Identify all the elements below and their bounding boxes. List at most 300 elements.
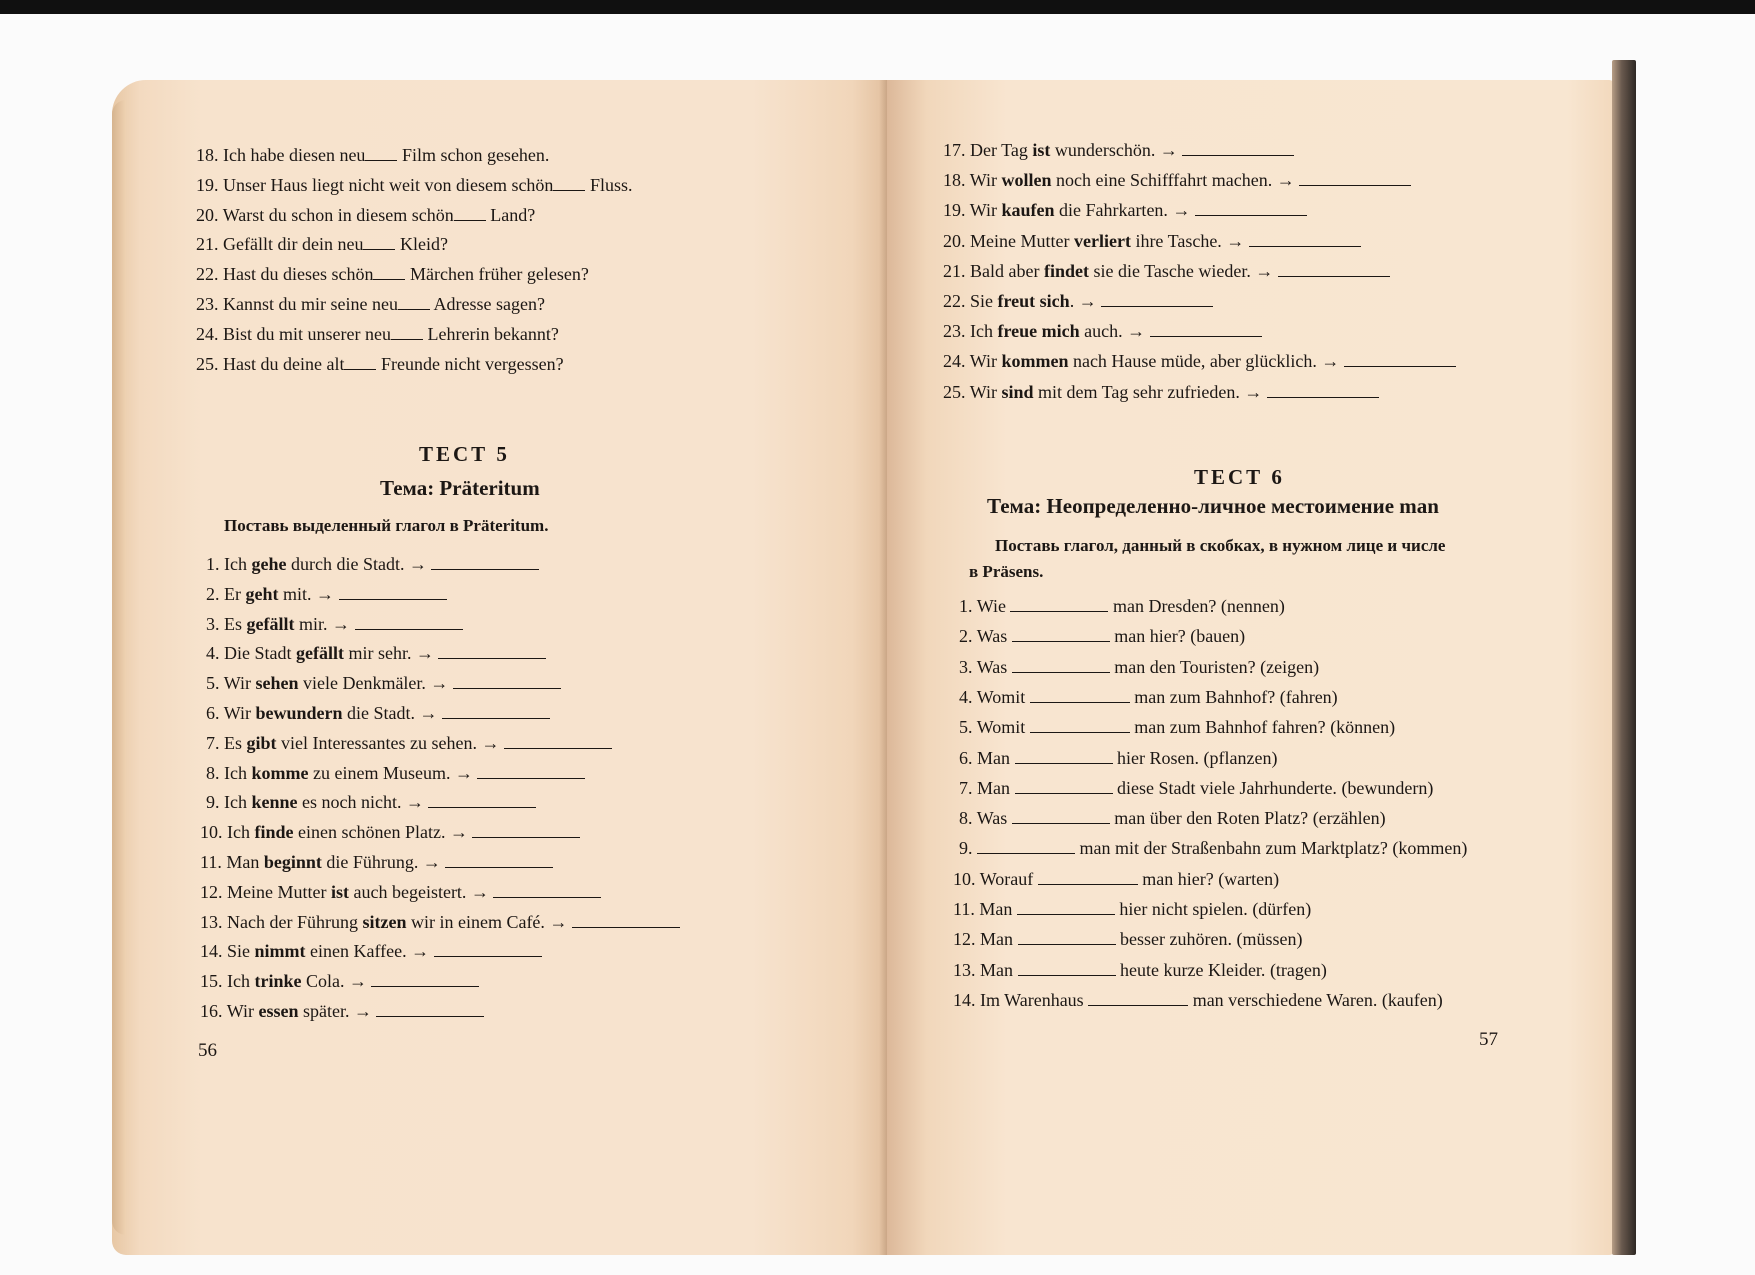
highlighted-verb: nimmt [254,941,306,962]
arrow: → [348,971,367,992]
verb-hint: (kaufen) [1381,989,1443,1010]
item-text: Fluss. [589,174,633,195]
exercise-line [206,642,546,664]
item-number: 14. [200,941,223,962]
answer-blank [376,1000,484,1017]
item-text: Unser Haus liegt nicht weit von diesem schön [223,174,554,195]
item-text: durch die Stadt. [286,554,405,574]
item-text: nach Hause müde, aber glücklich. [1068,351,1317,372]
answer-blank [1012,807,1110,824]
item-number: 20. [943,230,966,251]
item-text: man zum Bahnhof? [1134,686,1276,707]
arrow: → [332,613,350,634]
arrow: → [419,703,438,723]
item-number: 13. [953,959,976,980]
arrow: → [411,941,430,962]
item-number: 8. [959,808,973,829]
answer-blank [977,837,1075,854]
item-text: Was [976,626,1008,647]
answer-blank [339,583,447,600]
item-text: Ich [227,822,255,843]
answer-blank [1030,686,1130,703]
item-text: Wir [969,200,1002,221]
item-number: 24. [943,351,966,372]
test5-title: ТЕСТ 5 [419,442,510,466]
item-text: die Führung. [321,852,419,872]
answer-blank [1015,747,1113,764]
exercise-line [943,381,1379,403]
item-number: 19. [943,200,966,221]
verb-hint: (tragen) [1269,959,1327,980]
verb-hint: (pflanzen) [1203,747,1278,768]
item-text: hier Rosen. [1117,747,1199,768]
verb-hint: (fahren) [1279,686,1338,707]
item-number: 19. [196,174,219,195]
item-text: Im Warenhaus [980,989,1084,1010]
item-text: noch eine Schifffahrt machen. [1051,170,1273,191]
item-number: 18. [943,170,966,191]
exercise-line [943,260,1390,282]
item-text: mir sehr. [343,643,412,664]
arrow: → [1127,321,1146,342]
item-number: 10. [200,822,223,843]
item-text: man über den Roten Platz? [1114,808,1309,829]
item-text: auch begeistert. [348,881,467,902]
exercise-line [200,1000,484,1022]
highlighted-verb: trinke [254,971,302,992]
item-number: 22. [943,291,966,311]
item-text: man Dresden? [1112,596,1217,616]
item-text: viel Interessantes zu sehen. [276,732,477,753]
item-number: 1. [206,554,220,574]
item-text: man verschiedene Waren. [1192,989,1378,1010]
answer-blank [1030,716,1130,733]
arrow: → [1078,291,1097,311]
item-text: Worauf [979,868,1034,889]
exercise-line [206,791,536,813]
item-text: Bald aber [970,260,1044,281]
answer-blank [438,642,546,659]
answer-blank [1249,230,1361,247]
item-text: Was [976,656,1008,677]
arrow: → [449,822,468,843]
item-text: hier nicht spielen. [1119,899,1248,919]
right-page [887,80,1615,1255]
highlighted-verb: ist [330,881,349,902]
item-text: man mit der Straßenbahn zum Marktplatz? [1079,838,1388,859]
item-text: einen schönen Platz. [293,822,446,843]
verb-hint: (dürfen) [1252,899,1312,919]
item-number: 9. [959,838,973,859]
arrow: → [1244,381,1263,402]
verb-hint: (kommen) [1392,838,1468,859]
verb-hint: (können) [1330,717,1396,738]
exercise-line [943,350,1456,372]
answer-blank [365,144,397,161]
answer-blank [445,851,553,868]
item-number: 13. [200,911,223,932]
item-text: Wir [223,703,256,723]
answer-blank [1018,959,1116,976]
highlighted-verb: kaufen [1001,200,1055,221]
item-text: Man [979,899,1013,919]
exercise-line [200,970,479,992]
item-text: . [1069,291,1075,311]
item-text: Gefällt dir dein neu [223,234,364,255]
answer-blank [373,263,405,280]
item-text: Bist du mit unserer neu [223,323,391,344]
answer-blank [428,791,536,808]
item-text: Sie [970,291,998,311]
highlighted-verb: freue mich [997,321,1080,342]
exercise-line [200,881,601,903]
verb-hint: (bauen) [1190,626,1246,647]
arrow: → [454,762,473,783]
highlighted-verb: wollen [1001,170,1052,191]
arrow: → [316,583,335,604]
arrow: → [470,881,489,902]
item-text: wunderschön. [1050,140,1156,160]
item-text: Kleid? [399,234,448,255]
item-text: Ich [224,762,252,783]
item-text: Man [977,747,1010,768]
exercise-line [206,613,463,635]
item-number: 17. [943,140,966,160]
item-number: 14. [953,989,976,1010]
item-text: viele Denkmäler. [298,673,426,694]
highlighted-verb: gehe [251,554,287,574]
exercise-line [943,199,1307,221]
item-number: 18. [196,145,219,165]
item-number: 23. [943,321,966,342]
item-text: die Fahrkarten. [1054,200,1168,221]
item-text: Lehrerin bekannt? [427,323,559,344]
item-number: 1. [959,596,973,616]
exercise-line [200,940,542,962]
exercise-line [196,144,549,166]
answer-blank [553,174,585,191]
answer-blank [1150,320,1262,337]
exercise-line [959,656,1319,678]
exercise-line [953,898,1311,920]
exercise-line [196,174,632,196]
item-text: Man [977,777,1010,798]
highlighted-verb: findet [1043,260,1089,281]
verb-hint: (warten) [1218,868,1280,889]
verb-hint: (nennen) [1220,596,1285,616]
exercise-line [943,320,1262,342]
answer-blank [1012,625,1110,642]
answer-blank [1012,656,1110,673]
arrow: → [1276,170,1295,191]
item-text: Land? [490,204,536,225]
test5-topic: Тема: Präteritum [380,476,540,500]
item-text: einen Kaffee. [305,941,407,962]
item-text: auch. [1079,321,1123,342]
exercise-line [959,686,1338,708]
arrow: → [415,643,434,664]
left-page-edge [112,100,126,1235]
highlighted-verb: geht [245,583,279,604]
exercise-line [200,851,553,873]
item-text: Film schon gesehen. [401,145,550,165]
answer-blank [493,881,601,898]
answer-blank [371,970,479,987]
item-text: Es [224,732,247,753]
item-number: 10. [953,868,976,889]
highlighted-verb: gefällt [246,613,295,634]
item-number: 4. [959,686,973,707]
answer-blank [572,911,680,928]
item-text: Märchen früher gelesen? [409,264,589,285]
arrow: → [353,1001,372,1021]
item-text: Kannst du mir seine neu [223,294,398,314]
item-number: 25. [196,353,219,374]
exercise-line [959,837,1467,859]
exercise-line [206,553,539,575]
answer-blank [434,940,542,957]
item-text: Adresse sagen? [433,294,545,314]
answer-blank [398,293,430,310]
exercise-line [953,959,1327,981]
answer-blank [363,233,395,250]
answer-blank [472,821,580,838]
item-number: 8. [206,762,220,783]
item-text: die Stadt. [342,703,415,723]
arrow: → [1255,260,1274,281]
answer-blank [453,672,561,689]
item-number: 3. [959,656,973,677]
item-number: 16. [200,1001,223,1021]
highlighted-verb: sind [1001,381,1034,402]
item-text: Nach der Führung [227,911,363,932]
item-number: 23. [196,294,219,314]
item-number: 20. [196,204,219,225]
exercise-line [200,911,680,933]
verb-hint: (müssen) [1236,929,1303,950]
item-text: Wir [969,351,1002,372]
answer-blank [1017,898,1115,915]
answer-blank [1010,595,1108,612]
answer-blank [442,702,550,719]
item-text: Hast du dieses schön [223,264,374,285]
answer-blank [344,353,376,370]
arrow: → [405,792,424,813]
item-number: 22. [196,264,219,285]
item-number: 2. [206,583,220,604]
highlighted-verb: gibt [246,732,277,753]
exercise-line [206,672,561,694]
item-number: 15. [200,971,223,992]
answer-blank [1182,139,1294,156]
item-text: Wir [969,170,1002,191]
item-number: 12. [200,881,223,902]
item-text: Wir [223,673,256,694]
item-text: heute kurze Kleider. [1120,959,1266,980]
exercise-line [959,777,1433,799]
item-number: 6. [206,703,220,723]
highlighted-verb: gefällt [296,643,344,664]
highlighted-verb: kenne [251,792,298,813]
exercise-line [196,263,589,285]
item-number: 24. [196,323,219,344]
item-text: man den Touristen? [1114,656,1256,677]
highlighted-verb: kommen [1001,351,1069,372]
scan-top-border [0,0,1755,14]
item-text: Meine Mutter [970,230,1074,251]
page-number-right: 57 [1479,1029,1498,1050]
test6-instruction-line2: в Präsens. [969,562,1044,581]
item-number: 25. [943,381,966,402]
item-text: sie die Tasche wieder. [1088,260,1251,281]
item-number: 4. [206,643,220,664]
item-text: man hier? [1114,626,1186,647]
item-text: Die Stadt [224,643,296,664]
arrow: → [1159,140,1178,160]
answer-blank [477,762,585,779]
verb-hint: (zeigen) [1260,656,1320,677]
item-text: mir. [294,613,328,634]
exercise-line [953,928,1302,950]
answer-blank [1101,290,1213,307]
exercise-line [196,204,535,226]
item-text: man zum Bahnhof fahren? [1134,717,1326,738]
arrow: → [1321,351,1340,372]
answer-blank [454,204,486,221]
exercise-line [943,230,1361,252]
exercise-line [196,353,564,375]
item-text: ihre Tasche. [1130,230,1222,251]
exercise-line [206,702,550,724]
item-number: 12. [953,929,976,950]
arrow: → [481,732,500,753]
item-text: Man [226,852,264,872]
exercise-line [943,290,1213,312]
item-text: Freunde nicht vergessen? [380,353,564,374]
item-text: Man [980,929,1013,950]
answer-blank [1088,989,1188,1006]
arrow: → [430,673,449,694]
item-text: Wie [976,596,1006,616]
answer-blank [1015,777,1113,794]
arrow: → [1172,200,1191,221]
answer-blank [1195,199,1307,216]
exercise-line [206,732,612,754]
item-number: 11. [953,899,975,919]
item-text: Ich habe diesen neu [223,145,366,165]
exercise-line [196,293,545,315]
answer-blank [355,613,463,630]
test6-topic: Тема: Неопределенно-личное местоимение man [987,494,1439,518]
item-text: Womit [976,686,1026,707]
item-text: Man [980,959,1013,980]
item-text: Er [224,583,246,604]
item-text: Wir [226,1001,259,1021]
item-number: 21. [943,260,966,281]
item-text: Ich [224,554,252,574]
answer-blank [1267,381,1379,398]
item-text: Cola. [301,971,345,992]
answer-blank [1299,169,1411,186]
item-text: Sie [227,941,255,962]
item-text: Was [976,808,1008,829]
item-text: Meine Mutter [227,881,331,902]
item-number: 5. [959,717,973,738]
answer-blank [391,323,423,340]
open-book [112,80,1632,1255]
exercise-line [200,821,580,843]
item-text: mit. [278,583,312,604]
verb-hint: (bewundern) [1341,777,1434,798]
item-text: diese Stadt viele Jahrhunderte. [1117,777,1337,798]
item-text: Ich [970,321,998,342]
item-text: Warst du schon in diesem schön [222,204,454,225]
test5-instruction: Поставь выделенный глагол в Präteritum. [224,516,549,535]
arrow: → [549,911,568,932]
exercise-line [959,716,1395,738]
item-number: 7. [206,732,220,753]
exercise-line [206,583,447,605]
exercise-line [959,595,1285,617]
item-text: wir in einem Café. [406,911,545,932]
item-number: 2. [959,626,973,647]
exercise-line [953,989,1443,1011]
answer-blank [431,553,539,570]
item-text: Wir [969,381,1002,402]
item-number: 21. [196,234,219,255]
item-text: es noch nicht. [297,792,402,813]
answer-blank [504,732,612,749]
exercise-line [196,323,559,345]
arrow: → [1226,230,1245,251]
exercise-line [959,807,1386,829]
item-number: 5. [206,673,220,694]
item-number: 7. [959,777,973,798]
highlighted-verb: ist [1032,140,1051,160]
exercise-line [206,762,585,784]
highlighted-verb: essen [258,1001,299,1021]
item-text: Der Tag [970,140,1033,160]
book-page-block-edge [1612,60,1636,1255]
item-text: man hier? [1142,868,1214,889]
answer-blank [1038,868,1138,885]
highlighted-verb: verliert [1073,230,1131,251]
item-text: Ich [224,792,252,813]
exercise-line [953,868,1279,890]
test6-instruction-line1: Поставь глагол, данный в скобках, в нужном лице и числе [995,536,1446,555]
test6-title: ТЕСТ 6 [1194,465,1285,489]
arrow: → [422,852,441,872]
item-text: später. [298,1001,350,1021]
highlighted-verb: beginnt [263,852,322,872]
highlighted-verb: sehen [255,673,299,694]
highlighted-verb: komme [251,762,309,783]
item-text: Es [224,613,247,634]
exercise-line [196,233,448,255]
highlighted-verb: sitzen [362,911,407,932]
answer-blank [1018,928,1116,945]
exercise-line [943,139,1294,161]
answer-blank [1278,260,1390,277]
item-text: Hast du deine alt [223,353,345,374]
highlighted-verb: freut sich [997,291,1070,311]
left-page [112,80,887,1255]
item-number: 6. [959,747,973,768]
item-number: 3. [206,613,220,634]
exercise-line [959,747,1277,769]
exercise-line [959,625,1245,647]
item-number: 11. [200,852,222,872]
